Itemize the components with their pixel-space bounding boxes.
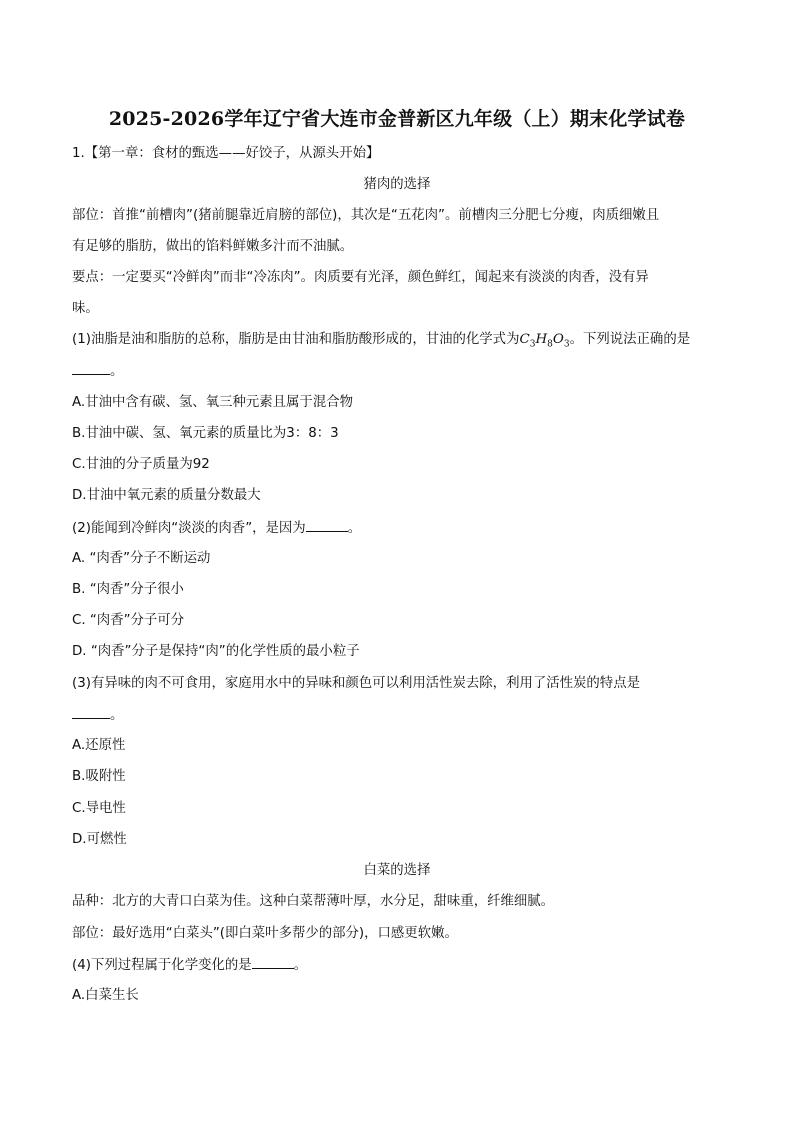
q1-answer-line: 。 <box>72 362 123 381</box>
q3-option-d: D.可燃性 <box>72 832 127 847</box>
answer-blank[interactable] <box>72 362 110 375</box>
section-heading-pork: 猪肉的选择 <box>363 177 431 192</box>
pork-part-text-cont: 有足够的脂肪，做出的馅料鲜嫩多汁而不油腻。 <box>72 239 354 254</box>
q3-option-c: C.导电性 <box>72 801 126 816</box>
page-title: 2025-2026学年辽宁省大连市金普新区九年级（上）期末化学试卷 <box>108 108 686 130</box>
q2-option-a: A. “肉香”分子不断运动 <box>72 551 211 566</box>
question-2-stem: (2)能闻到冷鲜肉“淡淡的肉香”，是因为 。 <box>72 521 362 536</box>
question-1-header: 1.【第一章：食材的甄选——好饺子，从源头开始】 <box>72 146 380 161</box>
answer-blank[interactable] <box>72 706 110 719</box>
q3-option-a: A.还原性 <box>72 738 126 753</box>
q3-option-b: B.吸附性 <box>72 769 126 784</box>
q1-option-a: A.甘油中含有碳、氢、氧三种元素且属于混合物 <box>72 395 353 410</box>
q4-option-a: A.白菜生长 <box>72 988 139 1003</box>
q2-option-b: B. “肉香”分子很小 <box>72 582 184 597</box>
q1-stem-text-end: 。下列说法正确的是 <box>569 332 691 347</box>
pork-key-text-cont: 味。 <box>72 301 99 316</box>
pork-part-text: 部位：首推“前槽肉”(猪前腿靠近肩膀的部位)，其次是“五花肉”。前槽肉三分肥七分瘦，肉质细嫩且 <box>72 208 660 223</box>
section-heading-cabbage: 白菜的选择 <box>363 863 431 878</box>
cabbage-part-text: 部位：最好选用“白菜头”(即白菜叶多帮少的部分)，口感更软嫩。 <box>72 926 458 941</box>
question-3-stem: (3)有异味的肉不可食用，家庭用水中的异味和颜色可以利用活性炭去除，利用了活性炭的特点是 <box>72 676 640 691</box>
glycerol-formula: $C_3H_8O_3$ <box>519 332 570 350</box>
cabbage-variety-text: 品种：北方的大青口白菜为佳。这种白菜帮薄叶厚，水分足，甜味重，纤维细腻。 <box>72 894 555 909</box>
question-1-stem <box>72 331 690 354</box>
q1-option-b: B.甘油中碳、氢、氧元素的质量比为3：8：3 <box>72 426 339 441</box>
q3-answer-line: 。 <box>72 706 123 725</box>
q1-stem-text: (1)油脂是油和脂肪的总称，脂肪是由甘油和脂肪酸形成的，甘油的化学式为 <box>72 332 520 347</box>
pork-key-text: 要点：一定要买“冷鲜肉”而非“冷冻肉”。肉质要有光泽，颜色鲜红，闻起来有淡淡的肉香，没有异 <box>72 270 649 285</box>
q1-option-d: D.甘油中氧元素的质量分数最大 <box>72 488 261 503</box>
q2-option-c: C. “肉香”分子可分 <box>72 613 185 628</box>
q2-option-d: D. “肉香”分子是保持“肉”的化学性质的最小粒子 <box>72 644 360 659</box>
answer-blank[interactable] <box>306 519 348 532</box>
question-4-stem: (4)下列过程属于化学变化的是 。 <box>72 958 308 973</box>
answer-blank[interactable] <box>252 956 294 969</box>
q1-option-c: C.甘油的分子质量为92 <box>72 457 210 472</box>
